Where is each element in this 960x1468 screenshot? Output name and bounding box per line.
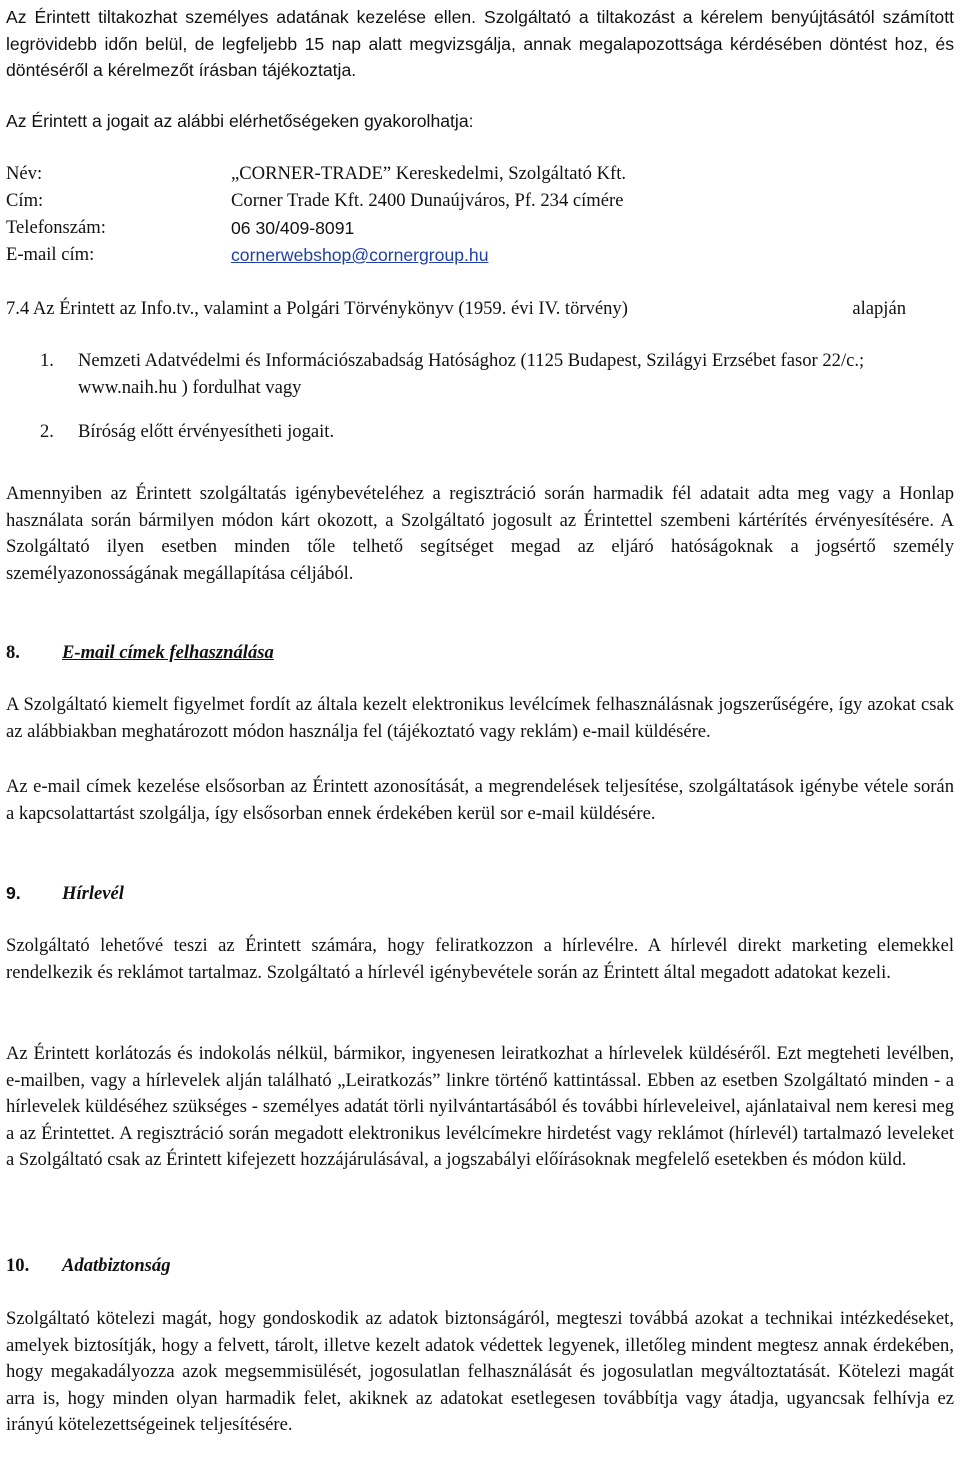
section-9-title: Hírlevél	[62, 883, 124, 904]
intro-paragraph: Az Érintett tiltakozhat személyes adatának kezelése ellen. Szolgáltató a tiltakozást a kérelem benyújtásától számított legrövidebb időn belül, de legfeljebb 15 nap alatt megvizsgálja, annak megalapozottsága kérdésében döntést hoz, és döntéséről a kérelmezőt írásban tájékoztatja.	[6, 7, 954, 80]
contact-email-row	[6, 242, 946, 269]
section-10-title: Adatbiztonság	[62, 1255, 171, 1276]
contact-name-label: Név:	[6, 163, 43, 184]
section-9-heading	[6, 880, 124, 908]
section-9-number: 9.	[6, 883, 21, 903]
contact-phone-row	[6, 215, 946, 242]
contact-address-label: Cím:	[6, 190, 44, 211]
section-8-paragraph-2: Az e-mail címek kezelése elsősorban az Érintett azonosítását, a megrendelések teljesítése, szolgáltatások igénybe vétele során a kapcsolattartást szolgálja, így elsősorban ennek érdekében kerül sor e-mail küldésére.	[6, 776, 954, 824]
list-item	[40, 348, 954, 408]
contact-address-row	[6, 188, 946, 215]
contact-address-value: Corner Trade Kft. 2400 Dunaújváros, Pf. 234 címére	[231, 190, 624, 211]
section-9-paragraph-1: Szolgáltató lehetővé teszi az Érintett számára, hogy feliratkozzon a hírlevélre. A hírlevél direkt marketing elemekkel rendelkezik és reklámot tartalmaz. Szolgáltató a hírlevél igénybevétele során az Érintett által megadott adatokat kezeli.	[6, 935, 954, 983]
section-7-4-row	[6, 296, 954, 323]
section-10-heading	[6, 1253, 171, 1280]
section-7-4-tail: alapján	[852, 298, 906, 319]
section-9-paragraph-2: Az Érintett korlátozás és indokolás nélkül, bármikor, ingyenesen leiratkozhat a hírlevelek küldéséről. Ezt megteheti levélben, e-mailben, vagy a hírlevelek alján található „Leiratkozás” linkre történő kattintással. Ebben az esetben Szolgáltató minden - a hírlevelek küldéséhez szükséges - személyes adatát törli nyilvántartásából és további hírleveleivel, ajánlataival nem keresi meg a az Érintettet. A regisztráció során megadott elektronikus levélcímekre hirdetést vagy reklámot (hírlevél) tartalmazó leveleket a Szolgáltató csak az Érintett kifejezett hozzájárulásával, a jogszabályi előírásoknak megfelelő esetekben és módon küld.	[6, 1043, 954, 1170]
contact-name-value: „CORNER-TRADE” Kereskedelmi, Szolgáltató Kft.	[231, 163, 627, 184]
list-item	[40, 419, 954, 446]
contact-name-row	[6, 161, 946, 188]
list-item-text: Bíróság előtt érvényesítheti jogait.	[78, 421, 335, 442]
damages-paragraph: Amennyiben az Érintett szolgáltatás igénybevételéhez a regisztráció során harmadik fél adatait adta meg vagy a Honlap használata során bármilyen módon kárt okozott, a Szolgáltató jogosult az Érintettel szembeni kártérítés érvényesítésére. A Szolgáltató ilyen esetben minden tőle telhető segítséget megad az eljáró hatóságoknak a jogsértő személy személyazonosságának megállapítása céljából.	[6, 483, 954, 584]
list-item-text: Nemzeti Adatvédelmi és Információszabadság Hatósághoz (1125 Budapest, Szilágyi Erzsébet fasor 22/c.; www.naih.hu ) fordulhat vagy	[78, 350, 865, 398]
list-item-number: 2.	[40, 421, 54, 442]
section-8-paragraph-1: A Szolgáltató kiemelt figyelmet fordít az általa kezelt elektronikus levélcímek felhasználásnak jogszerűségére, így azokat csak az alábbiakban meghatározott módon használja fel (tájékoztató vagy reklám) e-mail küldésére.	[6, 694, 954, 742]
section-8-heading	[6, 640, 274, 667]
contact-email-link[interactable]: cornerwebshop@cornergroup.hu	[231, 245, 489, 265]
contact-email-label: E-mail cím:	[6, 244, 95, 265]
contact-phone-label: Telefonszám:	[6, 217, 106, 238]
section-10-paragraph: Szolgáltató kötelezi magát, hogy gondoskodik az adatok biztonságáról, megteszi továbbá azokat a technikai intézkedéseket, amelyek biztosítják, hogy a felvett, tárolt, illetve kezelt adatok védettek legyenek, illetőleg mindent megtesz annak érdekében, hogy megakadályozza azok megsemmisülését, jogosulatlan felhasználását és jogosulatlan megváltoztatását. Kötelezi magát arra is, hogy minden olyan harmadik felet, akiknek az adatokat esetlegesen továbbítja vagy átadja, ugyancsak felhívja ez irányú kötelezettségeinek teljesítésére.	[6, 1308, 954, 1435]
list-item-number: 1.	[40, 350, 54, 371]
section-7-4-text: 7.4 Az Érintett az Info.tv., valamint a Polgári Törvénykönyv (1959. évi IV. törvény)	[6, 298, 628, 319]
section-10-number: 10.	[6, 1255, 30, 1276]
section-8-number: 8.	[6, 642, 20, 663]
contact-phone-value: 06 30/409-8091	[231, 218, 355, 238]
rights-intro: Az Érintett a jogait az alábbi elérhetőségeken gyakorolhatja:	[6, 111, 474, 131]
section-8-title: E-mail címek felhasználása	[62, 642, 274, 663]
